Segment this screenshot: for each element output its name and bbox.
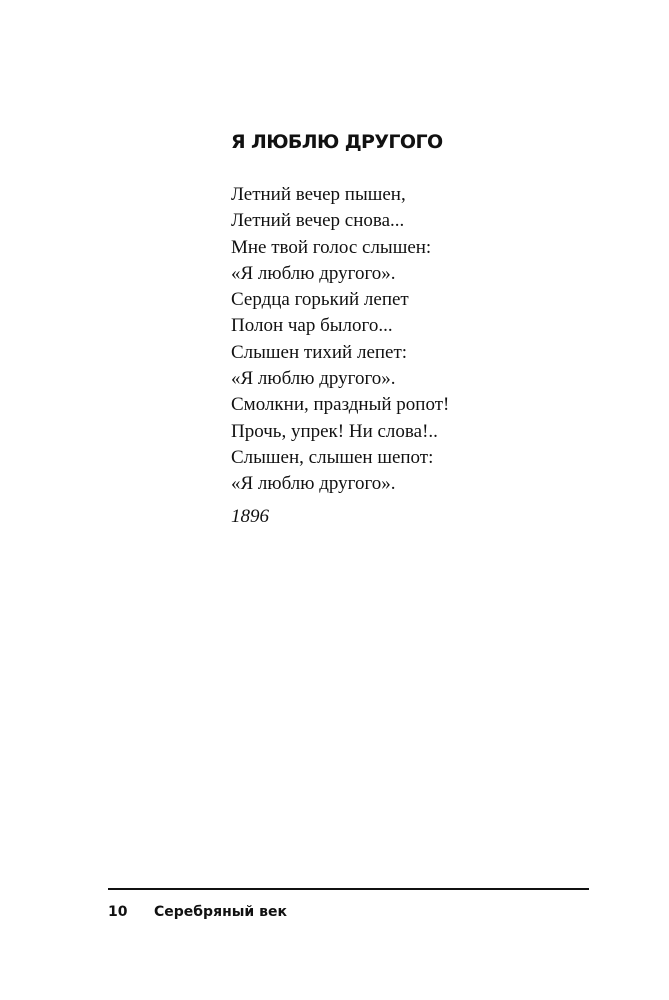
poem-line: Смолкни, праздный ропот! bbox=[231, 394, 450, 416]
poem-line: Полон чар былого... bbox=[231, 315, 393, 337]
page-number: 10 bbox=[108, 904, 128, 920]
poem-stanza bbox=[231, 182, 449, 498]
running-footer bbox=[108, 902, 287, 922]
poem-line: Прочь, упрек! Ни слова!.. bbox=[231, 420, 438, 442]
poem-line: Летний вечер снова... bbox=[231, 210, 405, 232]
poem-line: Сердца горький лепет bbox=[231, 289, 409, 311]
poem-year: 1896 bbox=[231, 506, 269, 527]
poem-line: «Я люблю другого». bbox=[231, 368, 396, 390]
poem-line: «Я люблю другого». bbox=[231, 262, 396, 284]
poem-title: Я ЛЮБЛЮ ДРУГОГО bbox=[231, 131, 443, 153]
poem-line: «Я люблю другого». bbox=[231, 473, 396, 495]
poem-line: Слышен тихий лепет: bbox=[231, 341, 408, 363]
section-title: Серебряный век bbox=[154, 904, 287, 920]
poem-line: Слышен, слышен шепот: bbox=[231, 446, 434, 468]
poem-line: Мне твой голос слышен: bbox=[231, 236, 432, 258]
footer-divider bbox=[108, 888, 589, 890]
poem-line: Летний вечер пышен, bbox=[231, 184, 406, 205]
